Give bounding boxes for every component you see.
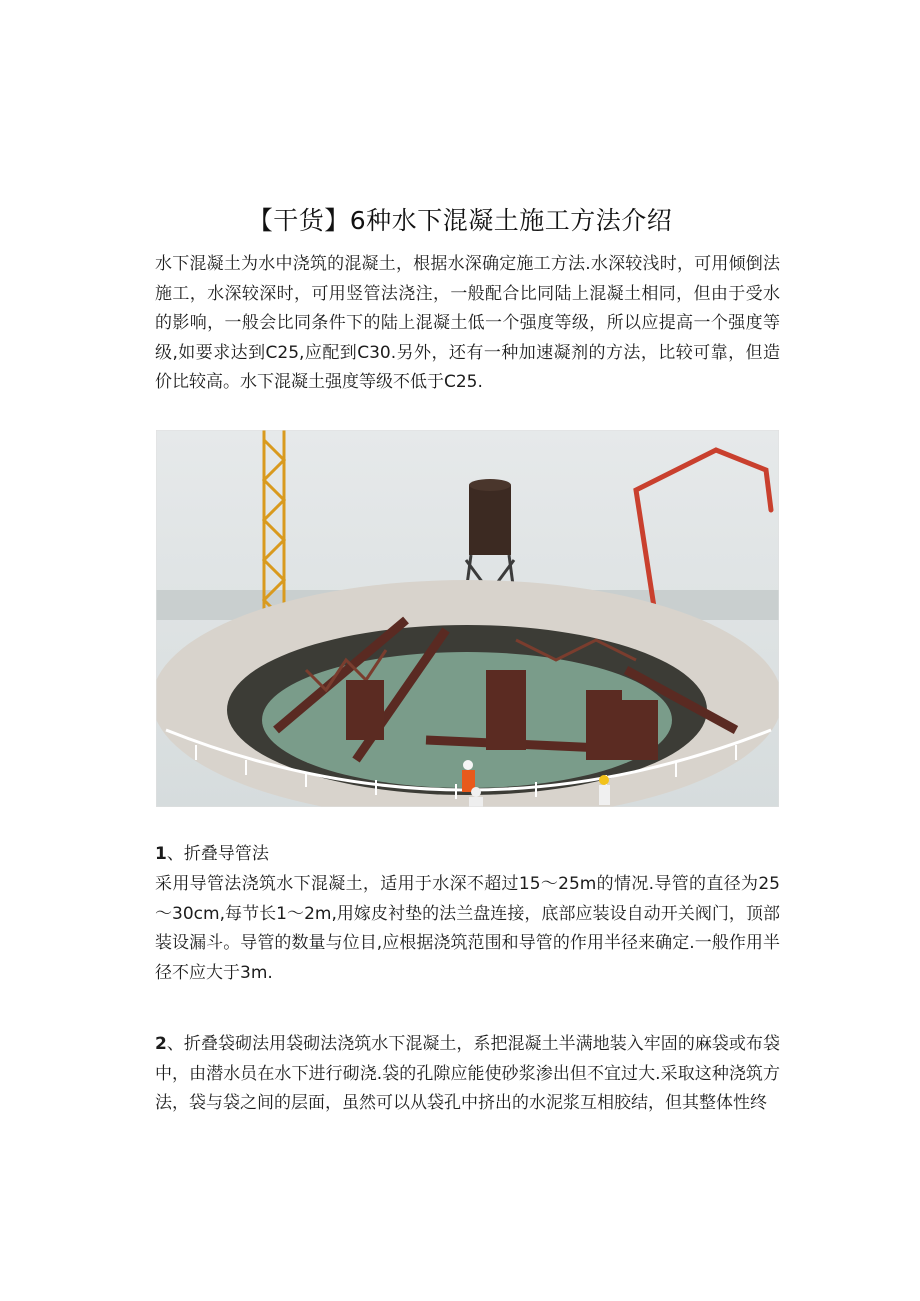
section-2-number: 2	[155, 1034, 167, 1054]
section-1-heading	[155, 841, 269, 867]
section-2-paragraph	[155, 1030, 780, 1119]
intro-paragraph: 水下混凝土为水中浇筑的混凝土，根据水深确定施工方法.水深较浅时，可用倾倒法施工，水深较深时，可用竖管法浇注，一般配合比同陆上混凝土相同，但由于受水的影响，一般会比同条件下的陆上混凝土低一个强度等级，所以应提高一个强度等级,如要求达到C25,应配到C30.另外，还有一种加速凝剂的方法，比较可靠，但造价比较高。水下混凝土强度等级不低于C25.	[155, 254, 780, 393]
section-1-number: 1	[155, 844, 167, 864]
construction-site-photo	[156, 430, 779, 807]
document-title: 【干货】6种水下混凝土施工方法介绍	[247, 205, 673, 235]
section-1-heading-text: 、折叠导管法	[166, 844, 269, 864]
section-2-body: 、折叠袋砌法用袋砌法浇筑水下混凝土，系把混凝土半满地装入牢固的麻袋或布袋中，由潜水员在水下进行砌浇.袋的孔隙应能使砂浆渗出但不宜过大.采取这种浇筑方法，袋与袋之间的层面，虽然可以从袋孔中挤出的水泥浆互相胶结，但其整体性终	[155, 1034, 780, 1114]
section-1-body: 采用导管法浇筑水下混凝土，适用于水深不超过15～25m的情况.导管的直径为25～30cm,每节长1～2m,用嫁皮衬垫的法兰盘连接，底部应装设自动开关阀门，顶部装设漏斗。导管的数量与位目,应根据浇筑范围和导管的作用半径来确定.一般作用半径不应大于3m.	[155, 874, 780, 983]
